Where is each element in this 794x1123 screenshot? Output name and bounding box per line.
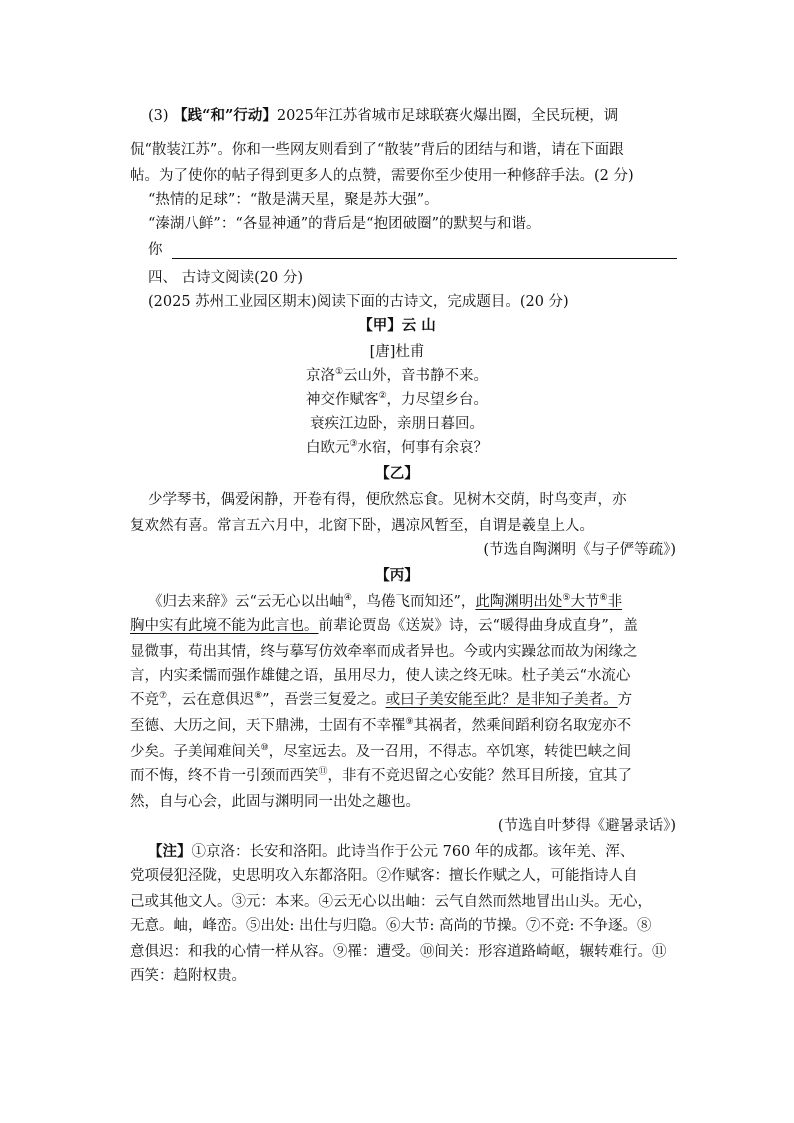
- poem-line-2: 神交作赋客②，力尽望乡台。: [305, 391, 489, 408]
- notes-line-2: 党项侵犯泾陇，史思明攻入东都洛阳。②作赋客：擅长作赋之人，可能指诗人自: [130, 868, 638, 884]
- passage-yi-line-1: 少学琴书，偶爱闲静，开卷有得，便欣然忘食。见树木交荫，时鸟变声，亦: [148, 492, 627, 508]
- question-tag: 【践“和”行动】: [173, 107, 277, 124]
- passage-bing-line-6: 至德、大历之间，天下鼎沸，士固有不幸罹⑨其祸者，然乘间蹈利窃名取宠亦不: [130, 717, 632, 734]
- question-3-line-1: [148, 106, 618, 126]
- question-number: (3): [148, 108, 169, 124]
- notes-line-1: 【注】①京洛：长安和洛阳。此诗当作于公元 760 年的成都。该年羌、浑、: [148, 843, 635, 860]
- passage-bing-line-3: 显微事，苟出其情，终与摹写仿效牵率而成者异也。今或内实躁忿而故为闲缘之: [130, 644, 638, 660]
- passage-yi-line-2: 复欢然有喜。常言五六月中，北窗下卧，遇凉风暂至，自谓是羲皇上人。: [130, 518, 594, 534]
- poem-line-3: 衰疾江边卧，亲朋日暮回。: [310, 416, 484, 432]
- underlined-sentence-1: 此陶渊明出处⑤大节⑥非: [475, 593, 623, 610]
- answer-line[interactable]: [172, 258, 677, 259]
- passage-bing-line-4: 言，内实柔懦而强作雄健之语，虽用尽力，使人读之终无味。杜子美云“水流心: [130, 668, 631, 684]
- notes-line-4: 无意。岫，峰峦。⑤出处: 出仕与归隐。⑥大节: 高尚的节操。⑦不竞: 不争逐。⑧: [130, 918, 652, 934]
- question-text: 2025年江苏省城市足球联赛火爆出圈，全民玩梗，调: [276, 108, 619, 124]
- poem-title: 【甲】云 山: [358, 317, 436, 334]
- passage-yi-title: 【乙】: [375, 465, 419, 482]
- example-2: “溱湖八鲜”：“各显神通”的背后是“抱团破圈”的默契与和谐。: [148, 216, 541, 232]
- example-1: “热情的足球”：“散是满天星，聚是苏大强”。: [148, 192, 439, 208]
- passage-bing-line-1: 《归去来辞》云“云无心以出岫④，鸟倦飞而知还”，此陶渊明出处⑤大节⑥非: [148, 593, 623, 610]
- passage-bing-line-7: 少矣。子美闻难间关⑩，尽室远去。及一召用，不得志。卒饥寒，转徙巴峡之间: [130, 743, 632, 760]
- notes-line-3: 己或其他文人。③元：本来。④云无心以出岫：云气自然而然地冒出山头。无心，: [130, 894, 652, 910]
- passage-bing-line-8: 而不悔，终不肯一引颈而西笑⑪，非有不竞迟留之心安能？然耳目所接，宜其了: [130, 767, 633, 784]
- question-3-line-3: 帖。为了使你的帖子得到更多人的点赞，需要你至少使用一种修辞手法。(2 分): [130, 168, 634, 184]
- passage-bing-source: (节选自叶梦得《避暑录话》): [497, 818, 676, 834]
- poem-line-1: 京洛①云山外，音书静不来。: [305, 367, 489, 384]
- section-intro: (2025 苏州工业园区期末)阅读下面的古诗文，完成题目。(20 分): [148, 294, 569, 310]
- notes-line-6: 西笑：趋附权贵。: [130, 968, 246, 984]
- passage-bing-line-9: 然，自与心会，此固与渊明同一出处之趣也。: [130, 794, 420, 810]
- underlined-sentence-2: 或曰子美安能至此？是非知子美者。: [385, 692, 618, 708]
- section-heading: 四、 古诗文阅读(20 分): [148, 270, 303, 286]
- passage-yi-source: (节选自陶渊明《与子俨等疏》): [483, 542, 676, 558]
- answer-label: 你: [148, 242, 163, 258]
- notes-line-5: 意俱迟：和我的心情一样从容。⑨罹：遭受。⑩间关：形容道路崎岖，辗转难行。⑪: [130, 944, 667, 960]
- question-3-line-2: 侃“散装江苏”。你和一些网友则看到了“散装”背后的团结与和谐，请在下面跟: [130, 142, 624, 158]
- passage-bing-line-2: 胸中实有此境不能为此言也。前辈论贾岛《送炭》诗，云“暖得曲身成直身”，盖: [130, 618, 638, 634]
- poem-author: [唐]杜甫: [369, 344, 425, 360]
- passage-bing-line-5: 不竞⑦，云在意俱迟⑧”，吾尝三复爱之。或曰子美安能至此？是非知子美者。方: [130, 691, 633, 708]
- poem-line-4: 白欧元③水宿，何事有余哀？: [305, 439, 489, 456]
- passage-bing-title: 【丙】: [375, 567, 419, 584]
